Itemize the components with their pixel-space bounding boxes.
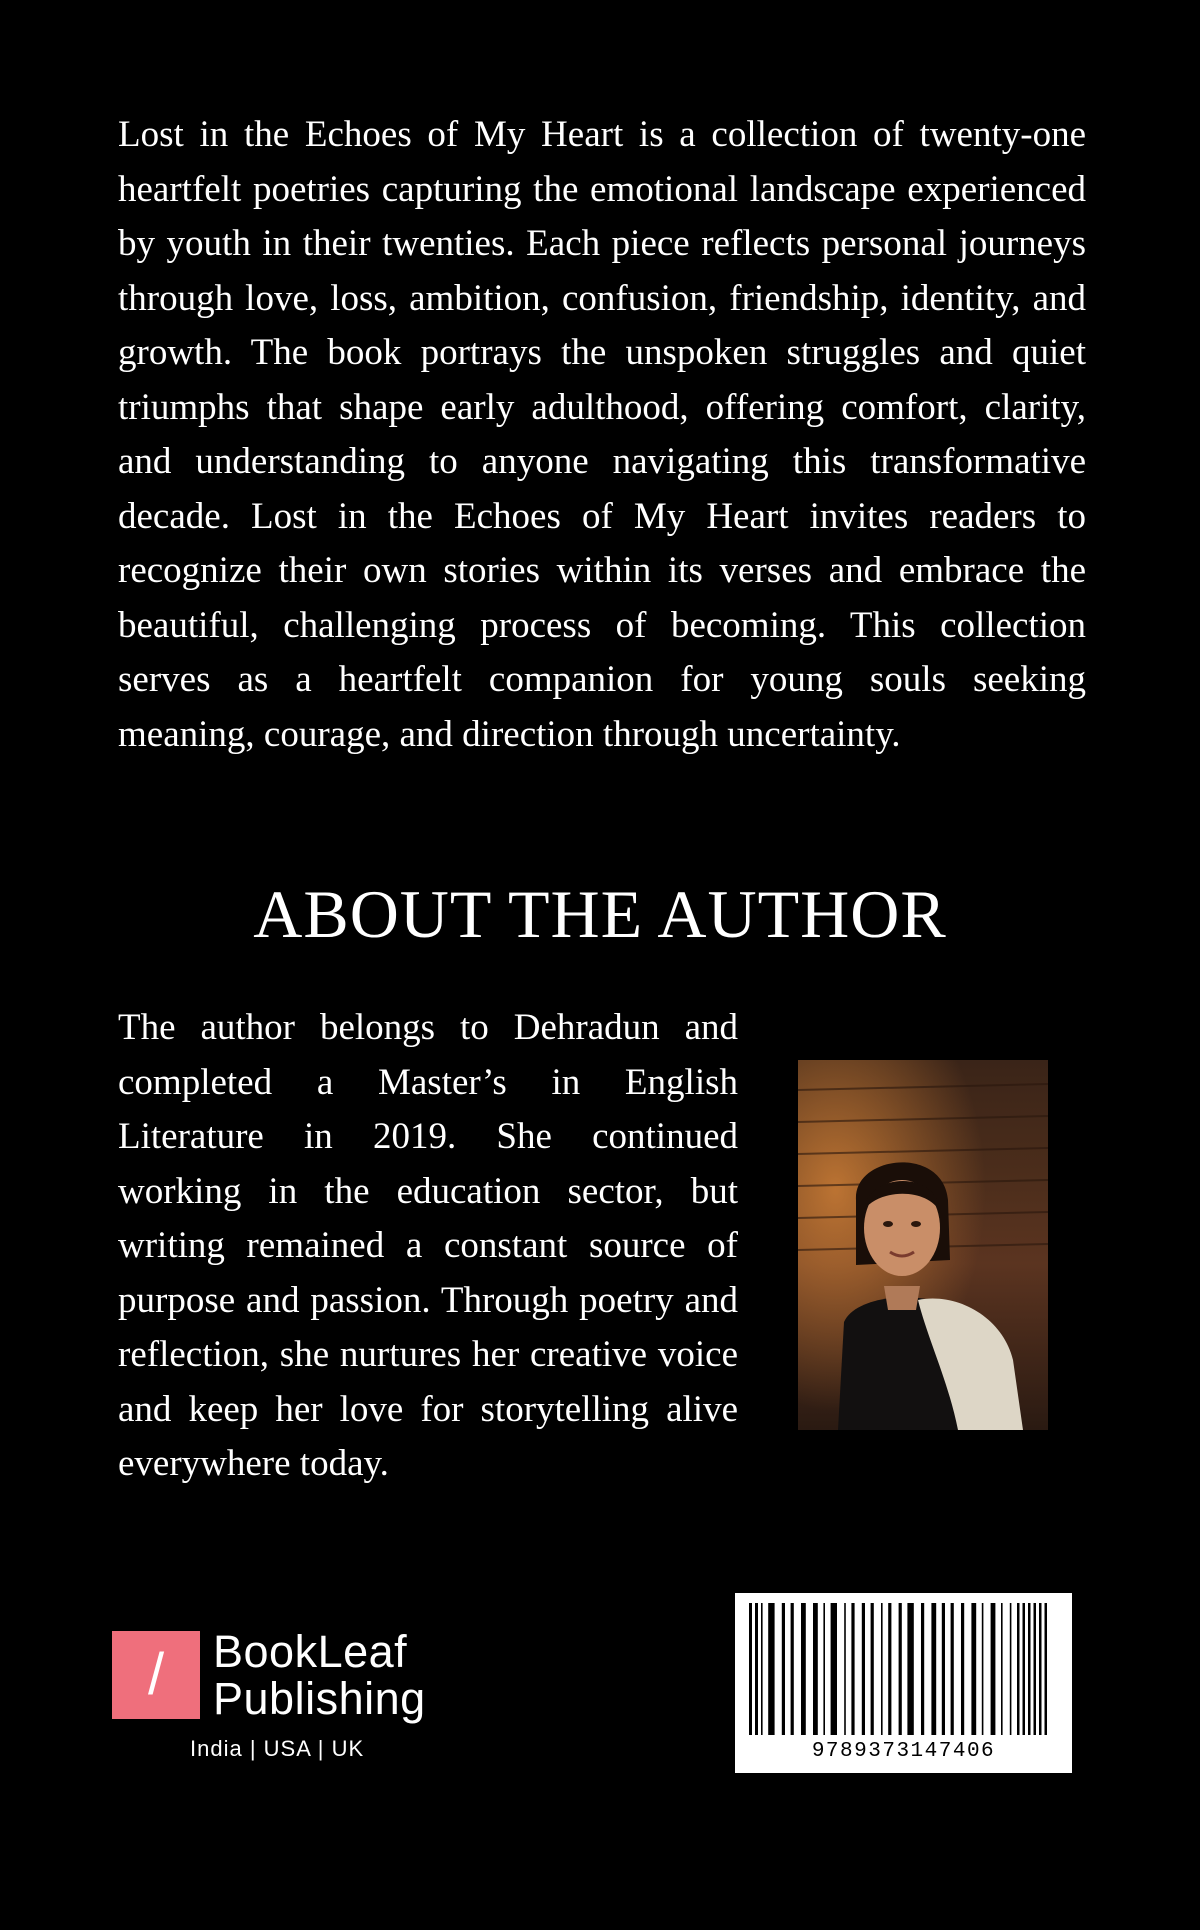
- barcode-bar: [831, 1603, 837, 1735]
- barcode-bar: [1039, 1603, 1042, 1735]
- barcode-bar: [761, 1603, 763, 1735]
- barcode-bar: [1017, 1603, 1020, 1735]
- barcode-bar: [899, 1603, 902, 1735]
- barcode-bar: [749, 1603, 752, 1735]
- publisher-name-line2: Publishing: [213, 1673, 426, 1724]
- barcode-bar: [1010, 1603, 1012, 1735]
- author-bio: The author belongs to Dehradun and completed a Master’s in English Literature in 2019. She continued working in the education sector, but writing remained a constant source of purpose and passion. Through poetry and reflection, she nurtures her creative voice and keep her love for storytelling alive everywhere today.: [118, 1007, 738, 1484]
- barcode-bar: [888, 1603, 891, 1735]
- barcode-bar: [791, 1603, 794, 1735]
- publisher-name: [213, 1628, 426, 1722]
- barcode-bar: [851, 1603, 854, 1735]
- barcode-bar: [921, 1603, 924, 1735]
- barcode-bars: [749, 1603, 1058, 1735]
- barcode-bar: [881, 1603, 883, 1735]
- barcode-bar: [1028, 1603, 1031, 1735]
- publisher-regions: India | USA | UK: [190, 1736, 365, 1761]
- author-photo: [798, 1060, 1048, 1430]
- barcode-bar: [1034, 1603, 1037, 1735]
- isbn-number: 9789373147406: [811, 1740, 996, 1763]
- barcode-bar: [871, 1603, 874, 1735]
- about-author-heading: ABOUT THE AUTHOR: [253, 876, 947, 952]
- barcode-bar: [971, 1603, 976, 1735]
- barcode-bar: [755, 1603, 758, 1735]
- barcode-bar: [907, 1603, 913, 1735]
- barcode-bar: [1045, 1603, 1048, 1735]
- barcode-bar: [801, 1603, 806, 1735]
- barcode-bar: [982, 1603, 984, 1735]
- barcode-bar: [961, 1603, 964, 1735]
- publisher-logo-slash: /: [147, 1642, 165, 1707]
- author-portrait-illustration: [798, 1060, 1048, 1430]
- barcode-bar: [951, 1603, 954, 1735]
- barcode-bar: [991, 1603, 996, 1735]
- barcode-bar: [844, 1603, 846, 1735]
- barcode-bar: [782, 1603, 785, 1735]
- isbn-barcode: [735, 1593, 1072, 1773]
- publisher-name-line1: BookLeaf: [213, 1626, 408, 1677]
- barcode-bar: [931, 1603, 936, 1735]
- barcode-bar: [862, 1603, 865, 1735]
- barcode-bar: [1023, 1603, 1026, 1735]
- barcode-bar: [813, 1603, 818, 1735]
- barcode-bar: [823, 1603, 825, 1735]
- barcode-bar: [942, 1603, 945, 1735]
- barcode-bar: [1001, 1603, 1003, 1735]
- barcode-bar: [768, 1603, 774, 1735]
- book-blurb: Lost in the Echoes of My Heart is a collection of twenty-one heartfelt poetries capturing the emotional landscape experienced by youth in their twenties. Each piece reflects personal journeys through love, loss, ambition, confusion, friendship, identity, and growth. The book portrays the unspoken struggles and quiet triumphs that shape early adulthood, offering comfort, clarity, and understanding to anyone navigating this transformative decade. Lost in the Echoes of My Heart invites readers to recognize their own stories within its verses and embrace the beautiful, challenging process of becoming. This collection serves as a heartfelt companion for young souls seeking meaning, courage, and direction through uncertainty.: [118, 114, 1086, 755]
